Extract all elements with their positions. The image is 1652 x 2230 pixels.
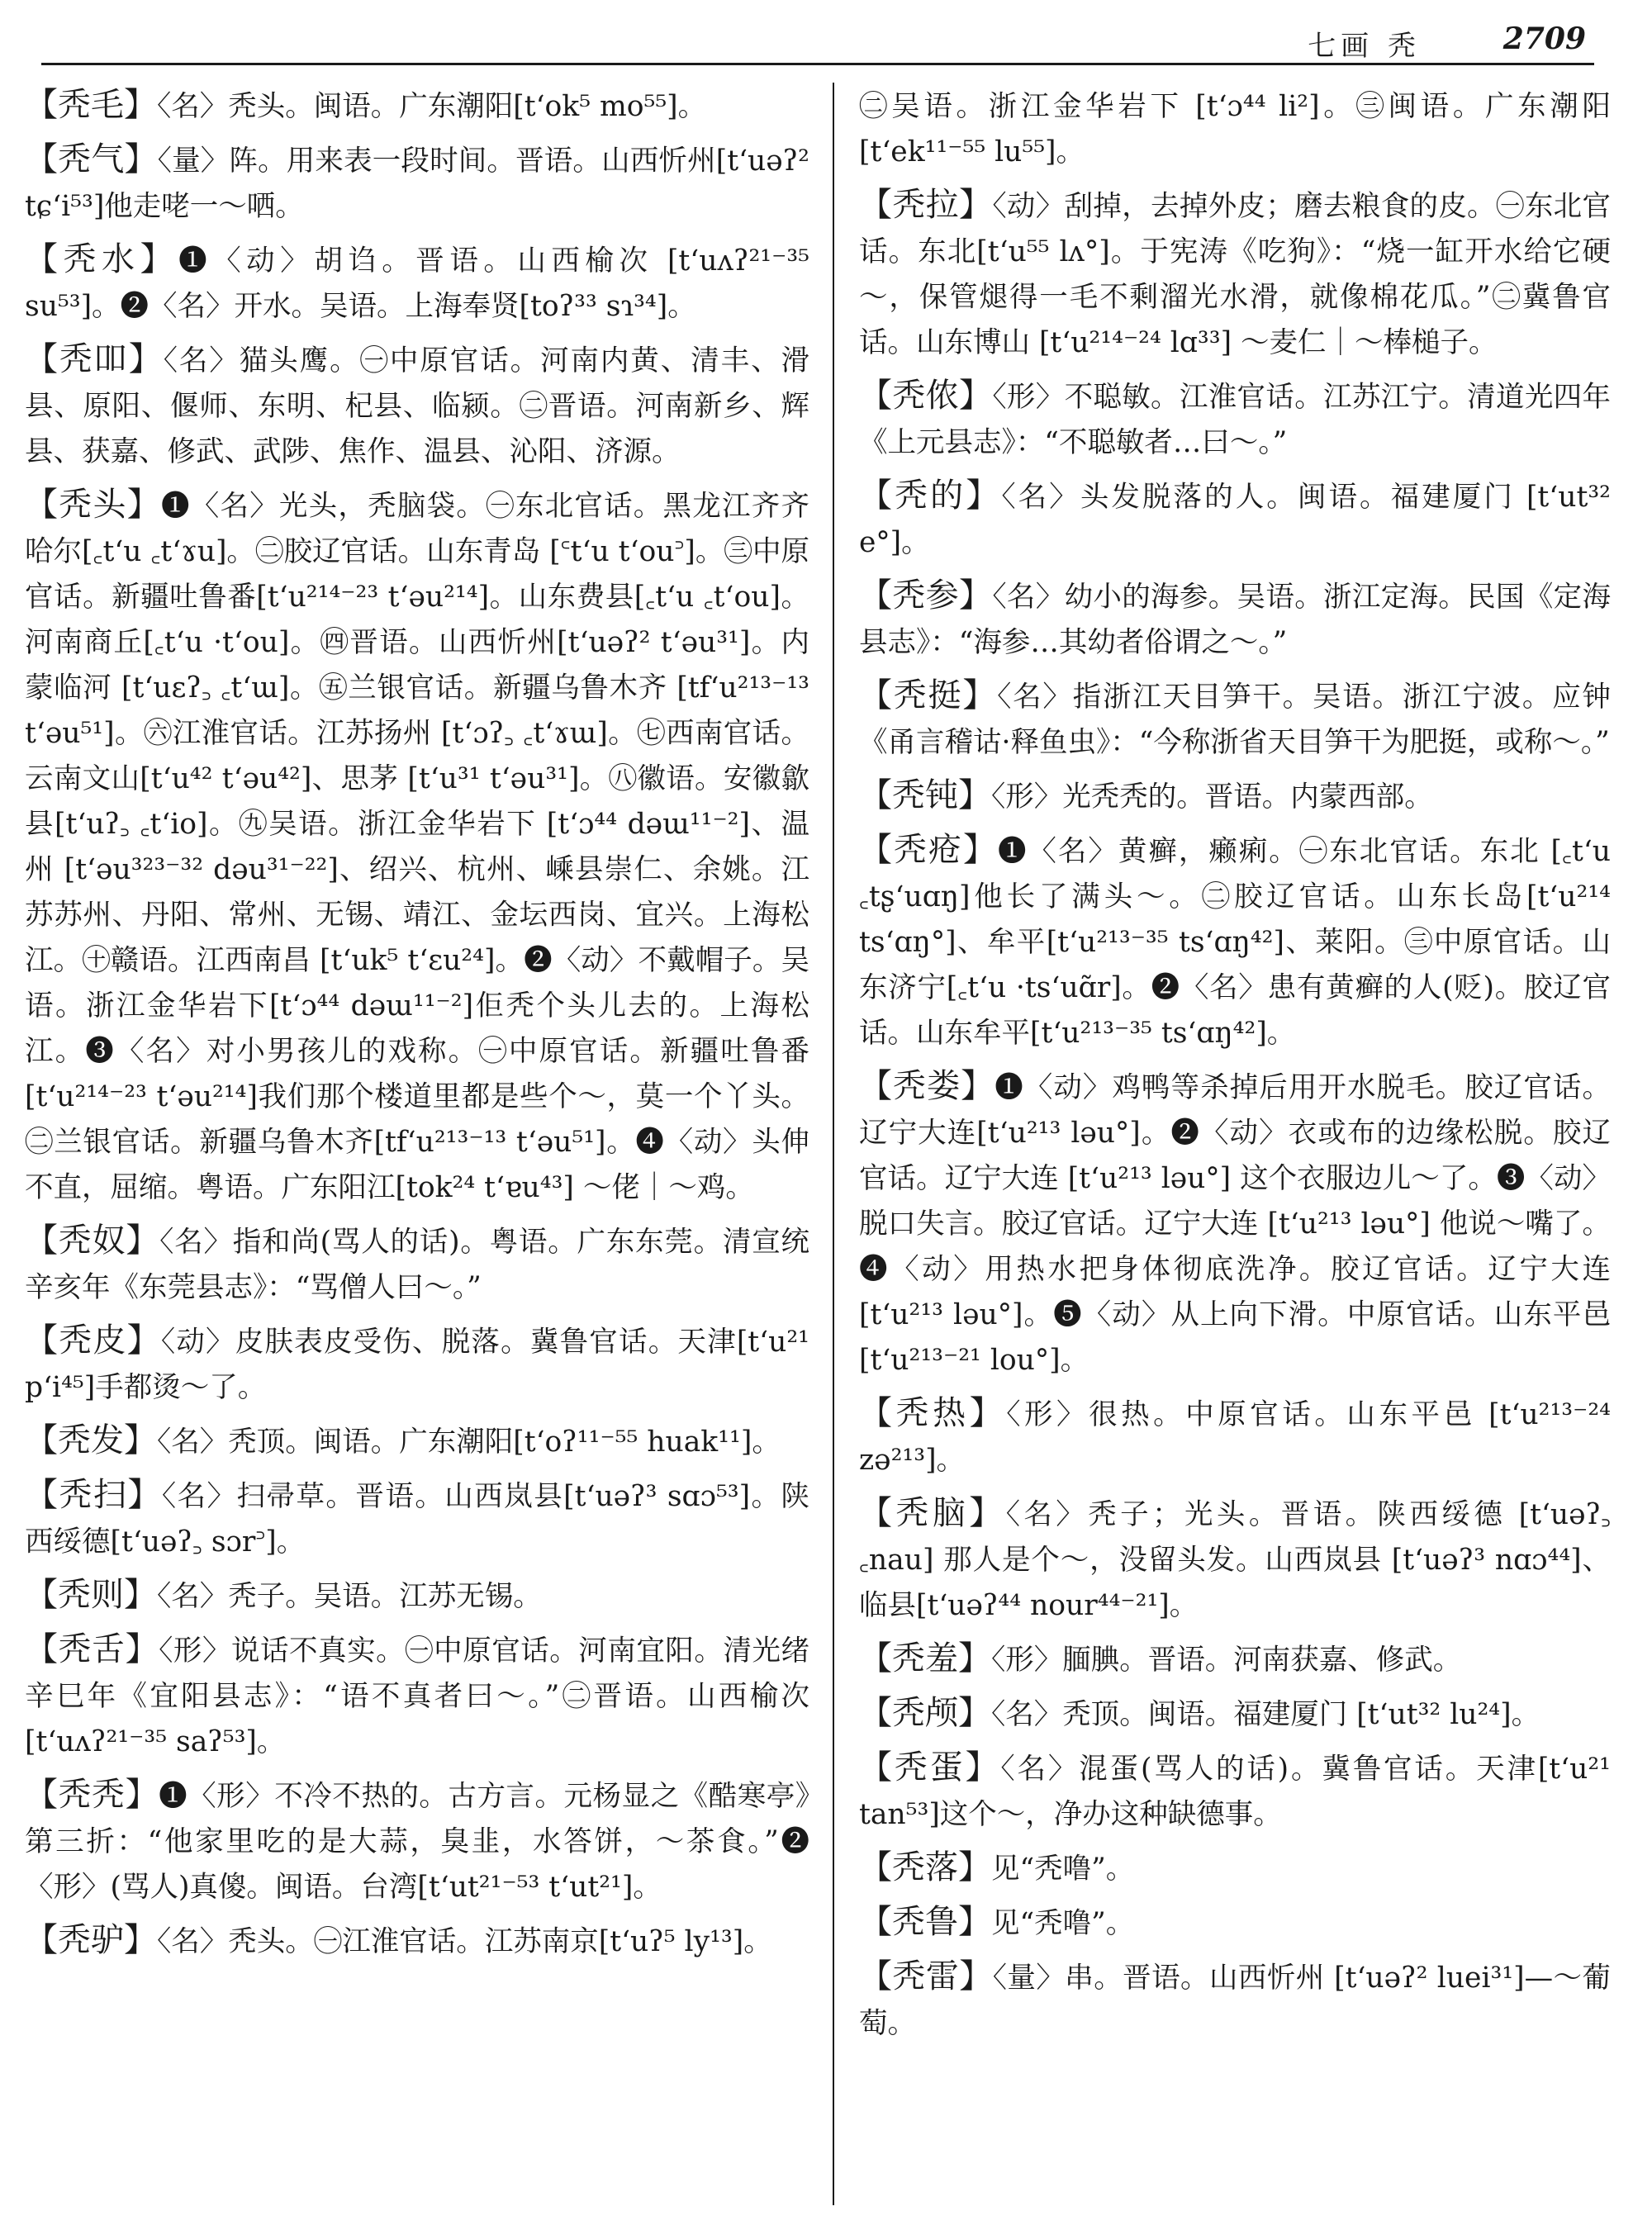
dictionary-entry	[25, 83, 809, 130]
entry-headword: 【秃则】	[25, 1576, 157, 1614]
entry-definition: 〈名〉头发脱落的人。闽语。福建厦门 [tʻut³² e°]。	[859, 481, 1611, 559]
entry-headword: 【秃娄】	[859, 1067, 995, 1105]
entry-headword: 【秃脑】	[859, 1494, 1006, 1532]
entry-definition: 〈形〉腼腆。晋语。河南获嘉、修武。	[991, 1644, 1462, 1677]
entry-definition: 〈名〉秃头。㊀江淮官话。江苏南京[tʻuʔ⁵ ly¹³]。	[157, 1925, 772, 1958]
dictionary-entry	[859, 1900, 1611, 1947]
entry-definition: ❶〈动〉鸡鸭等杀掉后用开水脱毛。胶辽官话。辽宁大连[tʻu²¹³ ləu°]。❷〈动〉衣或布的边缘松脱。胶辽官话。辽宁大连 [tʻu²¹³ ləu°] 这个衣服边儿～了。❸〈动〉脱口失言。胶辽官话。辽宁大连 [tʻu²¹³ ləu°] 他说～嘴了。❹〈动〉用热水把身体彻底洗净。胶辽官话。辽宁大连 [tʻu²¹³ ləu°]。❺〈动〉从上向下滑。中原官话。山东平邑[tʻu²¹³⁻²¹ lou°]。	[859, 1071, 1611, 1377]
dictionary-entry	[859, 473, 1611, 566]
entry-headword: 【秃颅】	[859, 1694, 991, 1732]
column-divider	[833, 83, 834, 2205]
dictionary-entry	[859, 1636, 1611, 1683]
dictionary-entry	[859, 373, 1611, 466]
dictionary-entry	[859, 573, 1611, 666]
dictionary-entry	[859, 773, 1611, 820]
entry-definition: 〈名〉指浙江天目笋干。吴语。浙江宁波。应钟《甬言稽诂·释鱼虫》：“今称浙省天目笋干为肥挺，或称～。”	[859, 681, 1611, 759]
entry-headword: 【秃的】	[859, 477, 1002, 515]
dictionary-entry	[859, 1954, 1611, 2047]
entry-definition: 〈名〉秃头。闽语。广东潮阳[tʻok⁵ mo⁵⁵]。	[157, 90, 707, 123]
entry-definition: ❶〈名〉黄癣，癞痢。㊀东北官话。东北 [꜀tʻu ꜀tʂʻuɑŋ]他长了满头～。㊁胶辽官话。山东长岛[tʻu²¹⁴ tsʻɑŋ°]、牟平[tʻu²¹³⁻³⁵ tsʻɑŋ⁴²]、莱阳。㊂中原官话。山东济宁[꜀tʻu ·tsʻuɑ̃r]。❷〈名〉患有黄癣的人(贬)。胶辽官话。山东牟平[tʻu²¹³⁻³⁵ tsʻɑŋ⁴²]。	[859, 835, 1611, 1050]
entry-headword: 【秃挺】	[859, 676, 998, 714]
page-number: 2709	[1502, 21, 1586, 56]
entry-headword: 【秃钝】	[859, 776, 991, 814]
entry-definition: 〈名〉指和尚(骂人的话)。粤语。广东东莞。清宣统辛亥年《东莞县志》：“骂僧人曰～。”	[25, 1226, 809, 1304]
entry-definition: 〈名〉扫帚草。晋语。山西岚县[tʻuəʔ³ sɑɔ⁵³]。陕西绥德[tʻuəʔ꜆ sɔr꜄]。	[25, 1480, 809, 1559]
entry-headword: 【秃拉】	[859, 186, 993, 224]
dictionary-entry	[25, 1627, 809, 1765]
right-column	[859, 83, 1611, 2213]
entry-definition: ❶〈动〉胡诌。晋语。山西榆次 [tʻuʌʔ²¹⁻³⁵ su⁵³]。❷〈名〉开水。吴语。上海奉贤[toʔ³³ sɿ³⁴]。	[25, 244, 809, 323]
dictionary-entry	[25, 482, 809, 1211]
entry-definition: ❶〈名〉光头，秃脑袋。㊀东北官话。黑龙江齐齐哈尔[꜀tʻu ꜀tʻɤu]。㊁胶辽官话。山东青岛 [꜂tʻu tʻou꜄]。㊂中原官话。新疆吐鲁番[tʻu²¹⁴⁻²³ tʻəu²¹⁴]。山东费县[꜀tʻu ꜀tʻou]。河南商丘[꜀tʻu ·tʻou]。㊃晋语。山西忻州[tʻuəʔ² tʻəu³¹]。内蒙临河 [tʻuɛʔ꜆ ꜀tʻɯ]。㊄兰银官话。新疆乌鲁木齐 [tfʻu²¹³⁻¹³ tʻəu⁵¹]。㊅江淮官话。江苏扬州 [tʻɔʔ꜆ ꜀tʻɤɯ]。㊆西南官话。云南文山[tʻu⁴² tʻəu⁴²]、思茅 [tʻu³¹ tʻəu³¹]。㊇徽语。安徽歙县[tʻuʔ꜆ ꜀tʻio]。㊈吴语。浙江金华岩下 [tʻɔ⁴⁴ dəɯ¹¹⁻²]、温州 [tʻəu³²³⁻³² dəu³¹⁻²²]、绍兴、杭州、嵊县崇仁、余姚。江苏苏州、丹阳、常州、无锡、靖江、金坛西岗、宜兴。上海松江。㊉赣语。江西南昌 [tʻuk⁵ tʻɛu²⁴]。❷〈动〉不戴帽子。吴语。浙江金华岩下[tʻɔ⁴⁴ dəɯ¹¹⁻²]佢秃个头儿去的。上海松江。❸〈名〉对小男孩儿的戏称。㊀中原官话。新疆吐鲁番 [tʻu²¹⁴⁻²³ tʻəu²¹⁴]我们那个楼道里都是些个～，莫一个丫头。㊁兰银官话。新疆乌鲁木齐[tfʻu²¹³⁻¹³ tʻəu⁵¹]。❹〈动〉头伸不直，屈缩。粤语。广东阳江[tok²⁴ tʻɐu⁴³] ～佬｜～鸡。	[25, 490, 809, 1204]
section-label: 七画 秃	[1308, 30, 1421, 63]
entry-headword: 【秃水】	[25, 240, 179, 278]
entry-headword: 【秃舌】	[25, 1630, 159, 1668]
entry-headword: 【秃鲁】	[859, 1903, 991, 1941]
entry-headword: 【秃吅】	[25, 340, 164, 378]
entry-definition: 〈形〉光秃秃的。晋语。内蒙西部。	[991, 780, 1433, 814]
dictionary-entry	[25, 237, 809, 330]
dictionary-entry	[25, 1418, 809, 1465]
left-column	[25, 83, 809, 2213]
entry-definition: 〈名〉幼小的海参。吴语。浙江定海。民国《定海县志》：“海参…其幼者俗谓之～。”	[859, 581, 1611, 659]
dictionary-entry	[859, 1691, 1611, 1738]
entry-headword: 【秃落】	[859, 1848, 991, 1886]
dictionary-entry	[25, 1772, 809, 1910]
entry-headword: 【秃头】	[25, 486, 161, 524]
entry-headword: 【秃皮】	[25, 1321, 161, 1359]
dictionary-entry	[25, 1218, 809, 1311]
entry-definition: ❶〈形〉不冷不热的。古方言。元杨显之《酷寒亭》第三折：“他家里吃的是大蒜，臭韭，水答饼，～茶食。”❷〈形〉(骂人)真傻。闽语。台湾[tʻut²¹⁻⁵³ tʻut²¹]。	[25, 1780, 809, 1904]
entry-headword: 【秃侬】	[859, 377, 993, 415]
entry-definition: 〈动〉刮掉，去掉外皮；磨去粮食的皮。㊀东北官话。东北[tʻu⁵⁵ lʌ°]。于宪涛《吃狗》：“烧一缸开水给它硬～，保管煺得一毛不剩溜光水滑，就像棉花瓜。”㊁冀鲁官话。山东博山 [tʻu²¹⁴⁻²⁴ lɑ³³] ～麦仁｜～棒槌子。	[859, 190, 1611, 359]
entry-headword: 【秃疮】	[859, 831, 998, 869]
entry-headword: 【秃扫】	[25, 1476, 162, 1514]
entry-definition: 见“秃噜”。	[991, 1907, 1135, 1940]
entry-definition: 〈名〉秃顶。闽语。广东潮阳[tʻoʔ¹¹⁻⁵⁵ huak¹¹]。	[157, 1426, 781, 1459]
dictionary-entry	[859, 183, 1611, 366]
entry-definition: 〈名〉秃子。吴语。江苏无锡。	[157, 1580, 542, 1613]
entry-headword: 【秃发】	[25, 1421, 157, 1459]
entry-headword: 【秃羞】	[859, 1639, 991, 1677]
dictionary-entry	[859, 1391, 1611, 1483]
entry-definition: 〈名〉秃子；光头。晋语。陕西绥德 [tʻuəʔ꜆ ꜀nau] 那人是个～，没留头发。山西岚县 [tʻuəʔ³ nɑɔ⁴⁴]、临县[tʻuəʔ⁴⁴ nour⁴⁴⁻²¹]。	[859, 1498, 1611, 1622]
dictionary-entry	[25, 1318, 809, 1411]
entry-definition: 〈动〉皮肤表皮受伤、脱落。冀鲁官话。天津[tʻu²¹ pʻi⁴⁵]手都烫～了。	[25, 1326, 809, 1404]
dictionary-entry	[25, 337, 809, 475]
dictionary-entry	[859, 1845, 1611, 1892]
entry-headword: 【秃蛋】	[859, 1748, 1001, 1786]
dictionary-entry	[859, 673, 1611, 766]
entry-definition: 〈名〉混蛋(骂人的话)。冀鲁官话。天津[tʻu²¹ tan⁵³]这个～，净办这种缺德事。	[859, 1753, 1611, 1831]
dictionary-entry	[25, 1573, 809, 1620]
entry-headword: 【秃秃】	[25, 1776, 159, 1814]
entry-headword: 【秃奴】	[25, 1222, 160, 1260]
entry-headword: 【秃参】	[859, 576, 993, 614]
dictionary-entry	[25, 1918, 809, 1965]
dictionary-entry-continued	[859, 83, 1611, 175]
entry-headword: 【秃雷】	[859, 1957, 993, 1995]
entry-headword: 【秃驴】	[25, 1921, 157, 1959]
dictionary-entry	[25, 137, 809, 230]
entry-definition: 〈名〉秃顶。闽语。福建厦门 [tʻut³² lu²⁴]。	[991, 1698, 1540, 1731]
entry-definition: ㊁吴语。浙江金华岩下 [tʻɔ⁴⁴ li²]。㊂闽语。广东潮阳[tʻek¹¹⁻⁵⁵ lu⁵⁵]。	[859, 90, 1611, 168]
dictionary-entry	[859, 1491, 1611, 1629]
entry-definition: 见“秃噜”。	[991, 1853, 1135, 1886]
dictionary-entry	[25, 1473, 809, 1565]
entry-definition: 〈形〉不聪敏。江淮官话。江苏江宁。清道光四年《上元县志》：“不聪敏者…曰～。”	[859, 381, 1611, 459]
entry-definition: 〈量〉串。晋语。山西忻州 [tʻuəʔ² luei³¹]—～葡萄。	[859, 1962, 1611, 2040]
dictionary-entry	[859, 1745, 1611, 1838]
entry-definition: 〈名〉猫头鹰。㊀中原官话。河南内黄、清丰、滑县、原阳、偃师、东明、杞县、临颍。㊁晋语。河南新乡、辉县、获嘉、修武、武陟、焦作、温县、沁阳、济源。	[25, 344, 809, 468]
entry-headword: 【秃热】	[859, 1394, 1007, 1432]
entry-headword: 【秃气】	[25, 140, 158, 178]
entry-headword: 【秃毛】	[25, 86, 157, 124]
dictionary-entry	[859, 828, 1611, 1056]
entry-definition: 〈形〉说话不真实。㊀中原官话。河南宜阳。清光绪辛巳年《宜阳县志》：“语不真者曰～。”㊁晋语。山西榆次[tʻuʌʔ²¹⁻³⁵ saʔ⁵³]。	[25, 1635, 809, 1758]
dictionary-entry	[859, 1064, 1611, 1383]
entry-definition: 〈量〉阵。用来表一段时间。晋语。山西忻州[tʻuəʔ² tɕʻi⁵³]他走咾一～哂。	[25, 145, 809, 223]
running-header	[41, 12, 1594, 65]
entry-definition: 〈形〉很热。中原官话。山东平邑 [tʻu²¹³⁻²⁴ zə²¹³]。	[859, 1398, 1611, 1477]
